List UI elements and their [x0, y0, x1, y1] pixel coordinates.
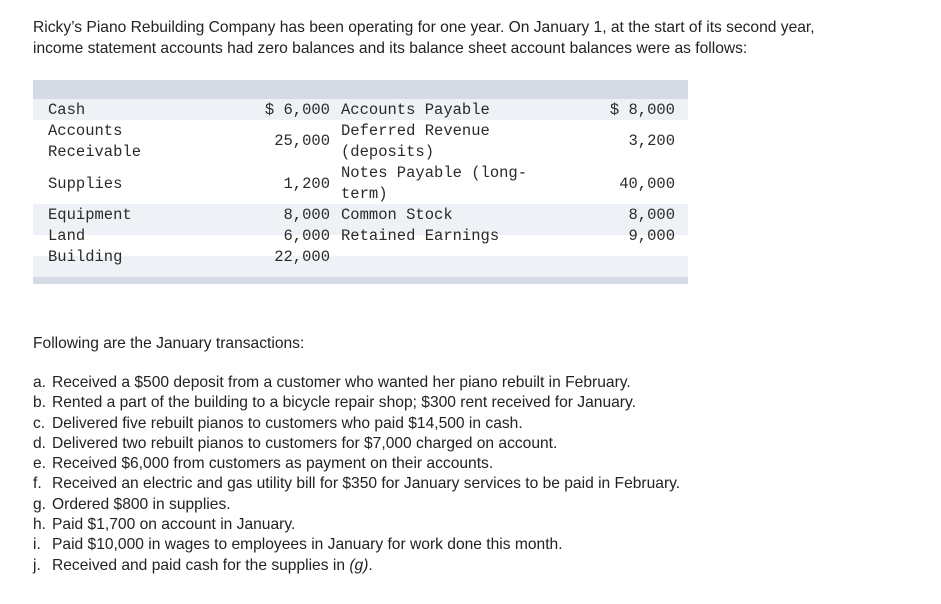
transaction-item	[33, 414, 933, 434]
transaction-item	[33, 515, 933, 535]
transaction-text: Rented a part of the building to a bicycle repair shop; $300 rent received for January.	[52, 394, 636, 412]
transaction-letter: i.	[33, 536, 41, 554]
transaction-text: Delivered two rebuilt pianos to customers for $7,000 charged on account.	[52, 434, 558, 452]
liability-name: term)	[341, 185, 388, 203]
transaction-letter: a.	[33, 374, 47, 391]
liability-amount: 8,000	[628, 206, 675, 224]
transaction-item	[33, 454, 933, 474]
liability-name: Notes Payable (long-	[341, 164, 528, 182]
transaction-text: Ordered $800 in supplies.	[52, 495, 231, 513]
transaction-letter: f.	[33, 475, 42, 493]
asset-name: Building	[48, 248, 123, 266]
transaction-list	[33, 373, 933, 576]
transaction-text: Paid $10,000 in wages to employees in January for work done this month.	[52, 536, 563, 554]
asset-name: Supplies	[48, 175, 123, 193]
transaction-text: Paid $1,700 on account in January.	[52, 516, 296, 534]
transaction-text: Received $6,000 from customers as payment on their accounts.	[52, 455, 494, 473]
transaction-item	[33, 393, 933, 413]
transaction-letter: h.	[33, 516, 47, 534]
transaction-item	[33, 474, 933, 494]
transaction-suffix: .	[368, 556, 373, 574]
row-stripe	[33, 256, 688, 277]
transaction-letter: b.	[33, 394, 47, 412]
asset-amount: 1,200	[283, 175, 330, 193]
transaction-reference: (g)	[349, 556, 369, 574]
transaction-text: Delivered five rebuilt pianos to customers who paid $14,500 in cash.	[52, 414, 523, 432]
asset-name: Cash	[48, 101, 86, 119]
transaction-item	[33, 373, 933, 393]
asset-name: Land	[48, 227, 86, 245]
intro-line-1: Ricky’s Piano Rebuilding Company has been operating for one year. On January 1, at the start of its second year,	[33, 19, 815, 36]
asset-amount: 6,000	[283, 227, 330, 245]
liability-name: Deferred Revenue	[341, 122, 490, 140]
asset-name: Accounts	[48, 122, 123, 140]
transaction-item	[33, 535, 933, 555]
asset-amount: $ 6,000	[264, 101, 330, 119]
transaction-text: Received a $500 deposit from a customer who wanted her piano rebuilt in February.	[52, 374, 631, 391]
table-footer-band	[33, 277, 688, 284]
transaction-letter: c.	[33, 414, 46, 432]
asset-amount: 22,000	[274, 248, 330, 266]
table-header-band	[33, 80, 688, 99]
transaction-item	[33, 434, 933, 454]
liability-name: Common Stock	[341, 206, 453, 224]
liability-name: (deposits)	[341, 143, 435, 161]
balance-table	[33, 80, 688, 286]
liability-name: Retained Earnings	[341, 227, 500, 245]
transaction-text: Received and paid cash for the supplies in	[52, 556, 350, 574]
asset-name: Receivable	[48, 143, 142, 161]
transaction-letter: j.	[33, 556, 41, 574]
asset-amount: 8,000	[283, 206, 330, 224]
transaction-item	[33, 556, 933, 576]
transaction-letter: d.	[33, 434, 47, 452]
liability-name: Accounts Payable	[341, 101, 490, 119]
transaction-text: Received an electric and gas utility bill for $350 for January services to be paid in February.	[52, 475, 681, 493]
liability-amount: $ 8,000	[609, 101, 675, 119]
asset-name: Equipment	[48, 206, 132, 224]
intro-line-2: income statement accounts had zero balances and its balance sheet account balances were as follows:	[33, 40, 748, 57]
liability-amount: 40,000	[619, 175, 675, 193]
asset-amount: 25,000	[274, 132, 330, 150]
transaction-letter: g.	[33, 495, 47, 513]
problem-intro	[33, 17, 938, 59]
liability-amount: 3,200	[628, 132, 675, 150]
transaction-letter: e.	[33, 455, 47, 473]
liability-amount: 9,000	[628, 227, 675, 245]
transactions-intro: Following are the January transactions:	[33, 335, 305, 352]
transaction-item	[33, 495, 933, 515]
